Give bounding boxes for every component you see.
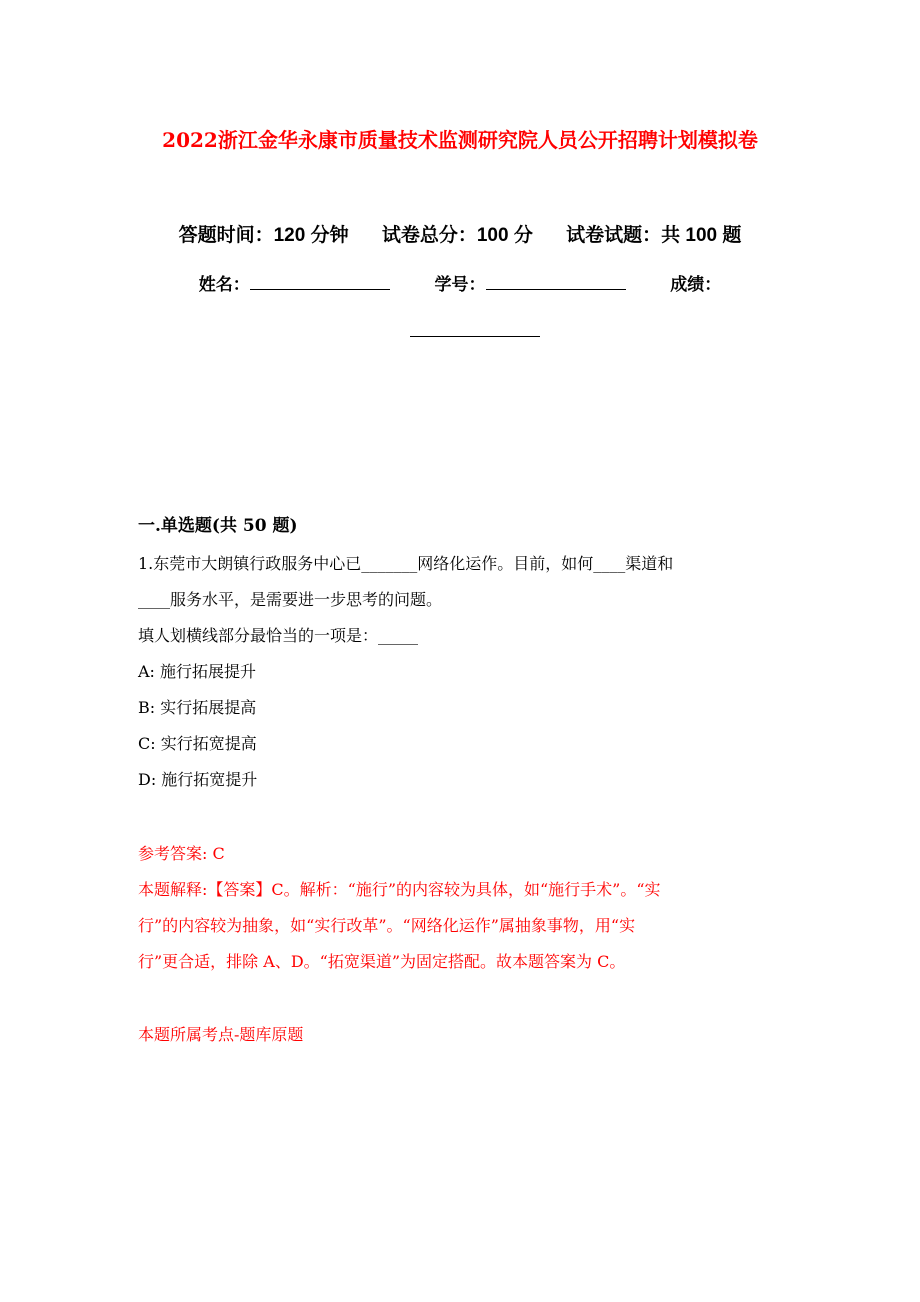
option-d: D: 施行拓宽提升 xyxy=(138,770,258,789)
name-field xyxy=(199,270,390,295)
exam-time: 答题时间：120 分钟 xyxy=(178,225,349,246)
question-prompt: 填人划横线部分最恰当的一项是：_____ xyxy=(138,626,419,645)
score-label: 成绩： xyxy=(670,275,722,294)
section-title: 一.单选题(共 50 题) xyxy=(138,516,298,536)
score-blank xyxy=(410,336,540,337)
student-id-label: 学号： xyxy=(434,275,486,294)
exam-meta xyxy=(0,220,920,247)
option-c: C: 实行拓宽提高 xyxy=(138,734,257,753)
option-a: A: 施行拓展提升 xyxy=(138,662,257,681)
question-stem-line-1: 1.东莞市大朗镇行政服务中心已_______网络化运作。目前，如何____渠道和 xyxy=(138,554,674,573)
name-label: 姓名： xyxy=(198,275,250,294)
option-b: B: 实行拓展提高 xyxy=(138,698,257,717)
exam-total-questions: 试卷试题：共 100 题 xyxy=(566,225,742,246)
exam-title: 2022浙江金华永康市质量技术监测研究院人员公开招聘计划模拟卷 xyxy=(162,128,758,152)
name-blank xyxy=(250,273,390,290)
candidate-fields xyxy=(0,270,920,295)
question-source: 本题所属考点-题库原题 xyxy=(138,1025,304,1044)
explanation-line-2: 行”的内容较为抽象，如“实行改革”。“网络化运作”属抽象事物，用“实 xyxy=(138,916,636,935)
reference-answer: 参考答案: C xyxy=(138,844,225,863)
exam-total-score: 试卷总分：100 分 xyxy=(381,225,533,246)
student-id-blank xyxy=(486,273,626,290)
explanation-line-3: 行”更合适，排除 A、D。“拓宽渠道”为固定搭配。故本题答案为 C。 xyxy=(138,952,626,971)
score-field xyxy=(670,270,721,295)
question-stem-line-2: ____服务水平，是需要进一步思考的问题。 xyxy=(138,590,443,609)
explanation-line-1: 本题解释:【答案】C。解析：“施行”的内容较为具体，如“施行手术”。“实 xyxy=(138,880,661,899)
student-id-field xyxy=(435,270,626,295)
